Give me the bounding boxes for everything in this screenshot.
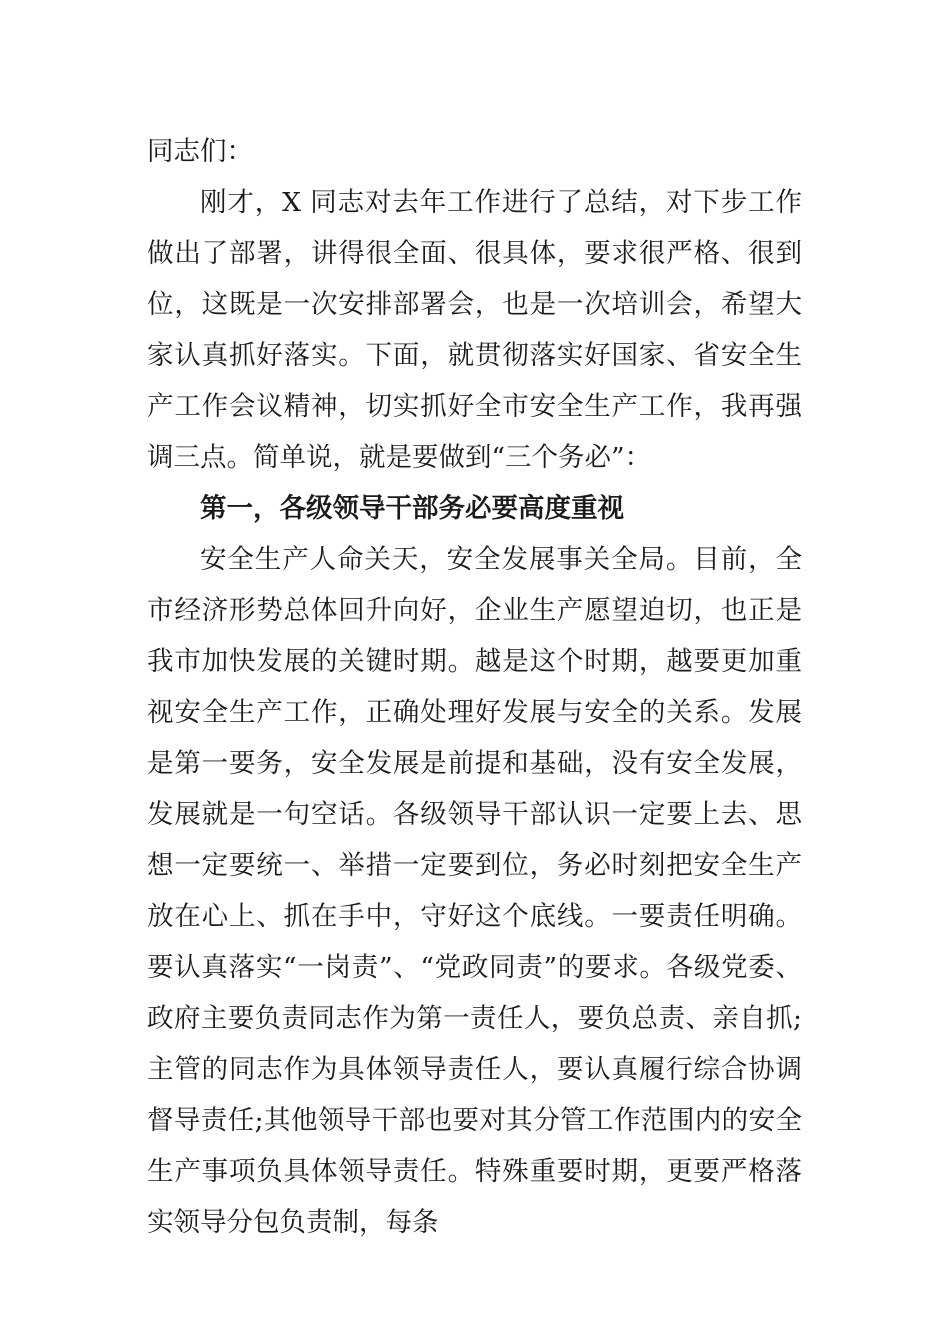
section-heading: 第一，各级领导干部务必要高度重视 [200,493,624,524]
document-body [147,126,802,1248]
intro-paragraph: 刚才，X 同志对去年工作进行了总结，对下步工作做出了部署，讲得很全面、很具体，要求很严格、很到位，这既是一次安排部署会，也是一次培训会，希望大家认真抓好落实。下面，就贯彻落实好国家、省安全生产工作会议精神，切实抓好全市安全生产工作，我再强调三点。简单说，就是要做到“三个务必”： [147,187,802,473]
greeting-line: 同志们： [147,136,253,167]
section-body-paragraph: 安全生产人命关天，安全发展事关全局。目前，全市经济形势总体回升向好，企业生产愿望迫切，也正是我市加快发展的关键时期。越是这个时期，越要更加重视安全生产工作，正确处理好发展与安全的关系。发展是第一要务，安全发展是前提和基础，没有安全发展，发展就是一句空话。各级领导干部认识一定要上去、思想一定要统一、举措一定要到位，务必时刻把安全生产放在心上、抓在手中，守好这个底线。一要责任明确。要认真落实“一岗责”、“党政同责”的要求。各级党委、政府主要负责同志作为第一责任人，要负总责、亲自抓;主管的同志作为具体领导责任人，要认真履行综合协调督导责任;其他领导干部也要对其分管工作范围内的安全生产事项负具体领导责任。特殊重要时期，更要严格落实领导分包负责制，每条 [147,544,802,1238]
